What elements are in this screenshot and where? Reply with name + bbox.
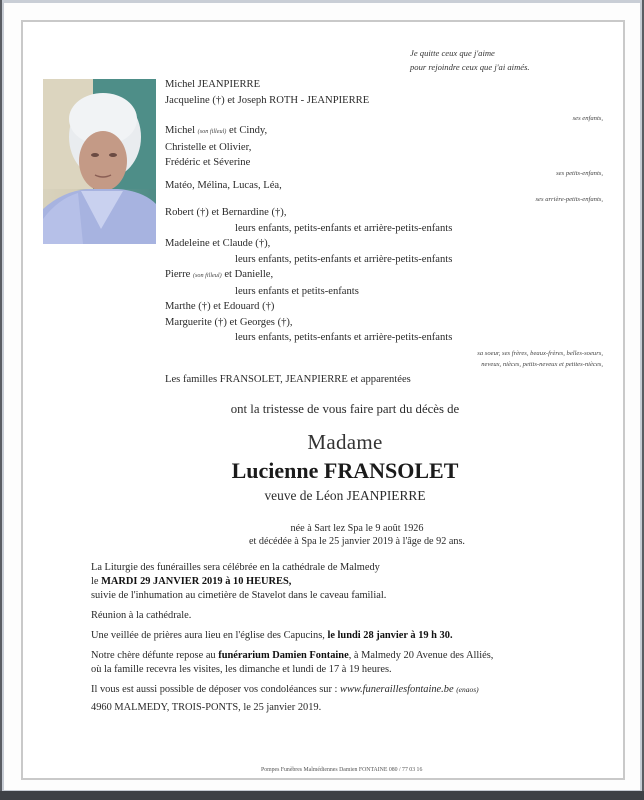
child-2: Jacqueline (†) et Joseph ROTH - JEANPIERRE [165,94,370,106]
label-siblings-line-2: neveux, nièces, petits-neveux et petites-nièces, [481,361,603,368]
meeting-line: Réunion à la cathédrale. [91,610,192,621]
vigil-text: Une veillée de prières aura lieu en l'église des Capucins, [91,630,328,641]
rest-prefix: Notre chère défunte repose au [91,650,219,661]
deceased-title: Madame [307,430,383,454]
sibling-4-couple: Marthe (†) et Edouard (†) [165,301,275,312]
sibling-3-name: Pierre [165,269,191,280]
sibling-1-couple: Robert (†) et Bernardine (†), [165,207,287,218]
funerarium-name: funérarium Damien Fontaine [218,650,349,661]
grandchild-rest: et Cindy, [229,125,268,136]
condolences-line [91,683,493,697]
family-siblings [165,205,452,346]
godson-note-2: (son filleul) [192,272,222,279]
vigil-line [91,629,493,643]
liturgy-line: La Liturgie des funérailles sera célébrée en la cathédrale de Malmedy [91,562,380,573]
quote-line-1: Je quitte ceux que j'aime [410,48,495,58]
funeral-home-footer: Pompes Funèbres Malmédiennes Damien FONTAINE 080 / 77 03 16 [261,767,423,773]
birth-info: née à Sart lez Spa le 9 août 1926 [290,523,424,534]
burial-line: suivie de l'inhumation au cimetière de Stavelot dans le caveau familial. [91,590,387,601]
label-children: ses enfants, [572,115,603,122]
godson-note: (son filleul) [197,128,227,135]
condolences-link[interactable]: www.funeraillesfontaine.be [340,684,454,695]
sibling-5-couple: Marguerite (†) et Georges (†), [165,316,293,328]
document-page [2,0,642,792]
birth-death-info [55,522,644,548]
funerarium-line [91,649,493,663]
family-great-grandchildren: Matéo, Mélina, Lucas, Léa, [165,180,282,191]
condolences-text: Il vous est aussi possible de déposer vos condoléances sur : [91,684,341,695]
announcement-intro: ont la tristesse de vous faire part du décès de [230,402,460,416]
sibling-3-rest: et Danielle, [224,269,274,280]
place-date-line: 4960 MALMEDY, TROIS-PONTS, le 25 janvier 2019. [91,702,322,713]
portrait-photo [43,79,156,244]
death-info: et décédée à Spa le 25 janvier 2019 à l'âge de 92 ans. [249,536,465,547]
grandchild-line-2: Christelle et Olivier, [165,141,252,153]
portrait-image [43,79,156,244]
grandchild-name: Michel [165,125,196,136]
sibling-1-descendants: leurs enfants, petits-enfants et arrière-petits-enfants [235,222,453,234]
sibling-3-couple [165,267,452,284]
label-grandchildren: ses petits-enfants, [556,170,603,177]
date-prefix: le [91,576,102,587]
label-siblings [477,348,603,370]
condolences-note: (enaos) [456,685,479,694]
sibling-3-descendants: leurs enfants et petits-enfants [235,285,359,297]
notice-border [21,20,625,780]
epitaph-quote [410,46,530,74]
quote-line-2: pour rejoindre ceux que j'ai aimés. [410,62,530,72]
grandchild-line-1 [165,123,267,140]
funeral-details [91,561,493,715]
vigil-date: le lundi 28 janvier à 19 h 30. [327,630,453,641]
child-1: Michel JEANPIERRE [165,79,261,90]
grandchild-line-3: Frédéric et Séverine [165,157,251,168]
visits-line: où la famille recevra les visites, les dimanche et lundi de 17 à 19 heures. [91,664,392,675]
sibling-2-couple: Madeleine et Claude (†), [165,238,271,249]
sibling-5-descendants: leurs enfants, petits-enfants et arrière-petits-enfants [235,332,453,343]
window-bottom-edge [0,791,644,800]
funerarium-address: , à Malmedy 20 Avenue des Alliés, [348,650,494,661]
family-children [165,77,369,108]
families-line: Les familles FRANSOLET, JEANPIERRE et apparentées [165,374,411,385]
label-siblings-line-1: sa soeur, ses frères, beaux-frères, belles-soeurs, [477,350,603,357]
deceased-name: Lucienne FRANSOLET [231,458,459,483]
funeral-date-line [91,575,493,589]
sibling-2-descendants: leurs enfants, petits-enfants et arrière-petits-enfants [235,253,453,265]
deceased-widow-of: veuve de Léon JEANPIERRE [264,488,426,503]
family-grandchildren [165,123,267,171]
label-great-grandchildren: ses arrière-petits-enfants, [535,196,603,203]
funeral-date: MARDI 29 JANVIER 2019 à 10 HEURES, [101,576,292,587]
